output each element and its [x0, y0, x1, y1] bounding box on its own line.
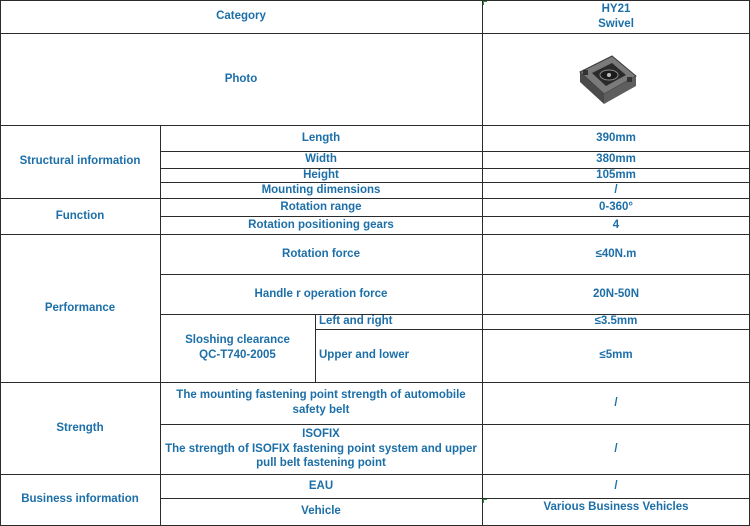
group-strength: Strength — [56, 421, 104, 434]
length-value: 390mm — [596, 131, 636, 144]
upper-lower-value: ≤5mm — [599, 349, 633, 362]
handle-force-label: Handle r operation force — [254, 287, 388, 300]
height-label: Height — [303, 168, 339, 181]
photo-label: Photo — [224, 72, 258, 85]
rotation-force-label: Rotation force — [282, 247, 360, 260]
vehicle-value: Various Business Vehicles — [543, 500, 689, 513]
rotation-gears-label: Rotation positioning gears — [248, 218, 394, 231]
upper-lower-label: Upper and lower — [319, 349, 410, 362]
model-type: Swivel — [598, 17, 634, 30]
eau-label: EAU — [308, 479, 334, 492]
mounting-dimensions-label: Mounting dimensions — [261, 183, 381, 196]
product-photo — [570, 50, 640, 112]
isofix-strength-label: ISOFIX The strength of ISOFIX fastening point system and upper pull belt fastening point — [165, 427, 477, 470]
rotation-range-label: Rotation range — [280, 200, 362, 213]
rotation-force-value: ≤40N.m — [595, 247, 637, 260]
belt-strength-value: / — [614, 396, 618, 409]
group-structural-information: Structural information — [19, 155, 141, 168]
rotation-gears-value: 4 — [612, 218, 620, 231]
left-right-label: Left and right — [319, 315, 393, 328]
isofix-strength-value: / — [614, 442, 618, 455]
rotation-range-value: 0-360° — [598, 200, 633, 213]
sloshing-clearance-label: Sloshing clearance QC-T740-2005 — [185, 334, 290, 361]
left-right-value: ≤3.5mm — [594, 315, 638, 328]
eau-value: / — [614, 479, 618, 492]
width-label: Width — [305, 153, 337, 166]
mounting-dimensions-value: / — [614, 183, 618, 196]
category-label: Category — [216, 10, 266, 23]
model-name: HY21 — [601, 2, 631, 15]
group-business-information: Business information — [21, 493, 139, 506]
belt-strength-label: The mounting fastening point strength of automobile safety belt — [176, 389, 466, 416]
group-function: Function — [55, 209, 105, 222]
model-header — [482, 0, 750, 33]
group-performance: Performance — [44, 301, 116, 314]
vehicle-label: Vehicle — [301, 505, 341, 518]
height-value: 105mm — [596, 168, 636, 181]
handle-force-value: 20N-50N — [592, 287, 640, 300]
width-value: 380mm — [596, 153, 636, 166]
length-label: Length — [301, 131, 341, 144]
